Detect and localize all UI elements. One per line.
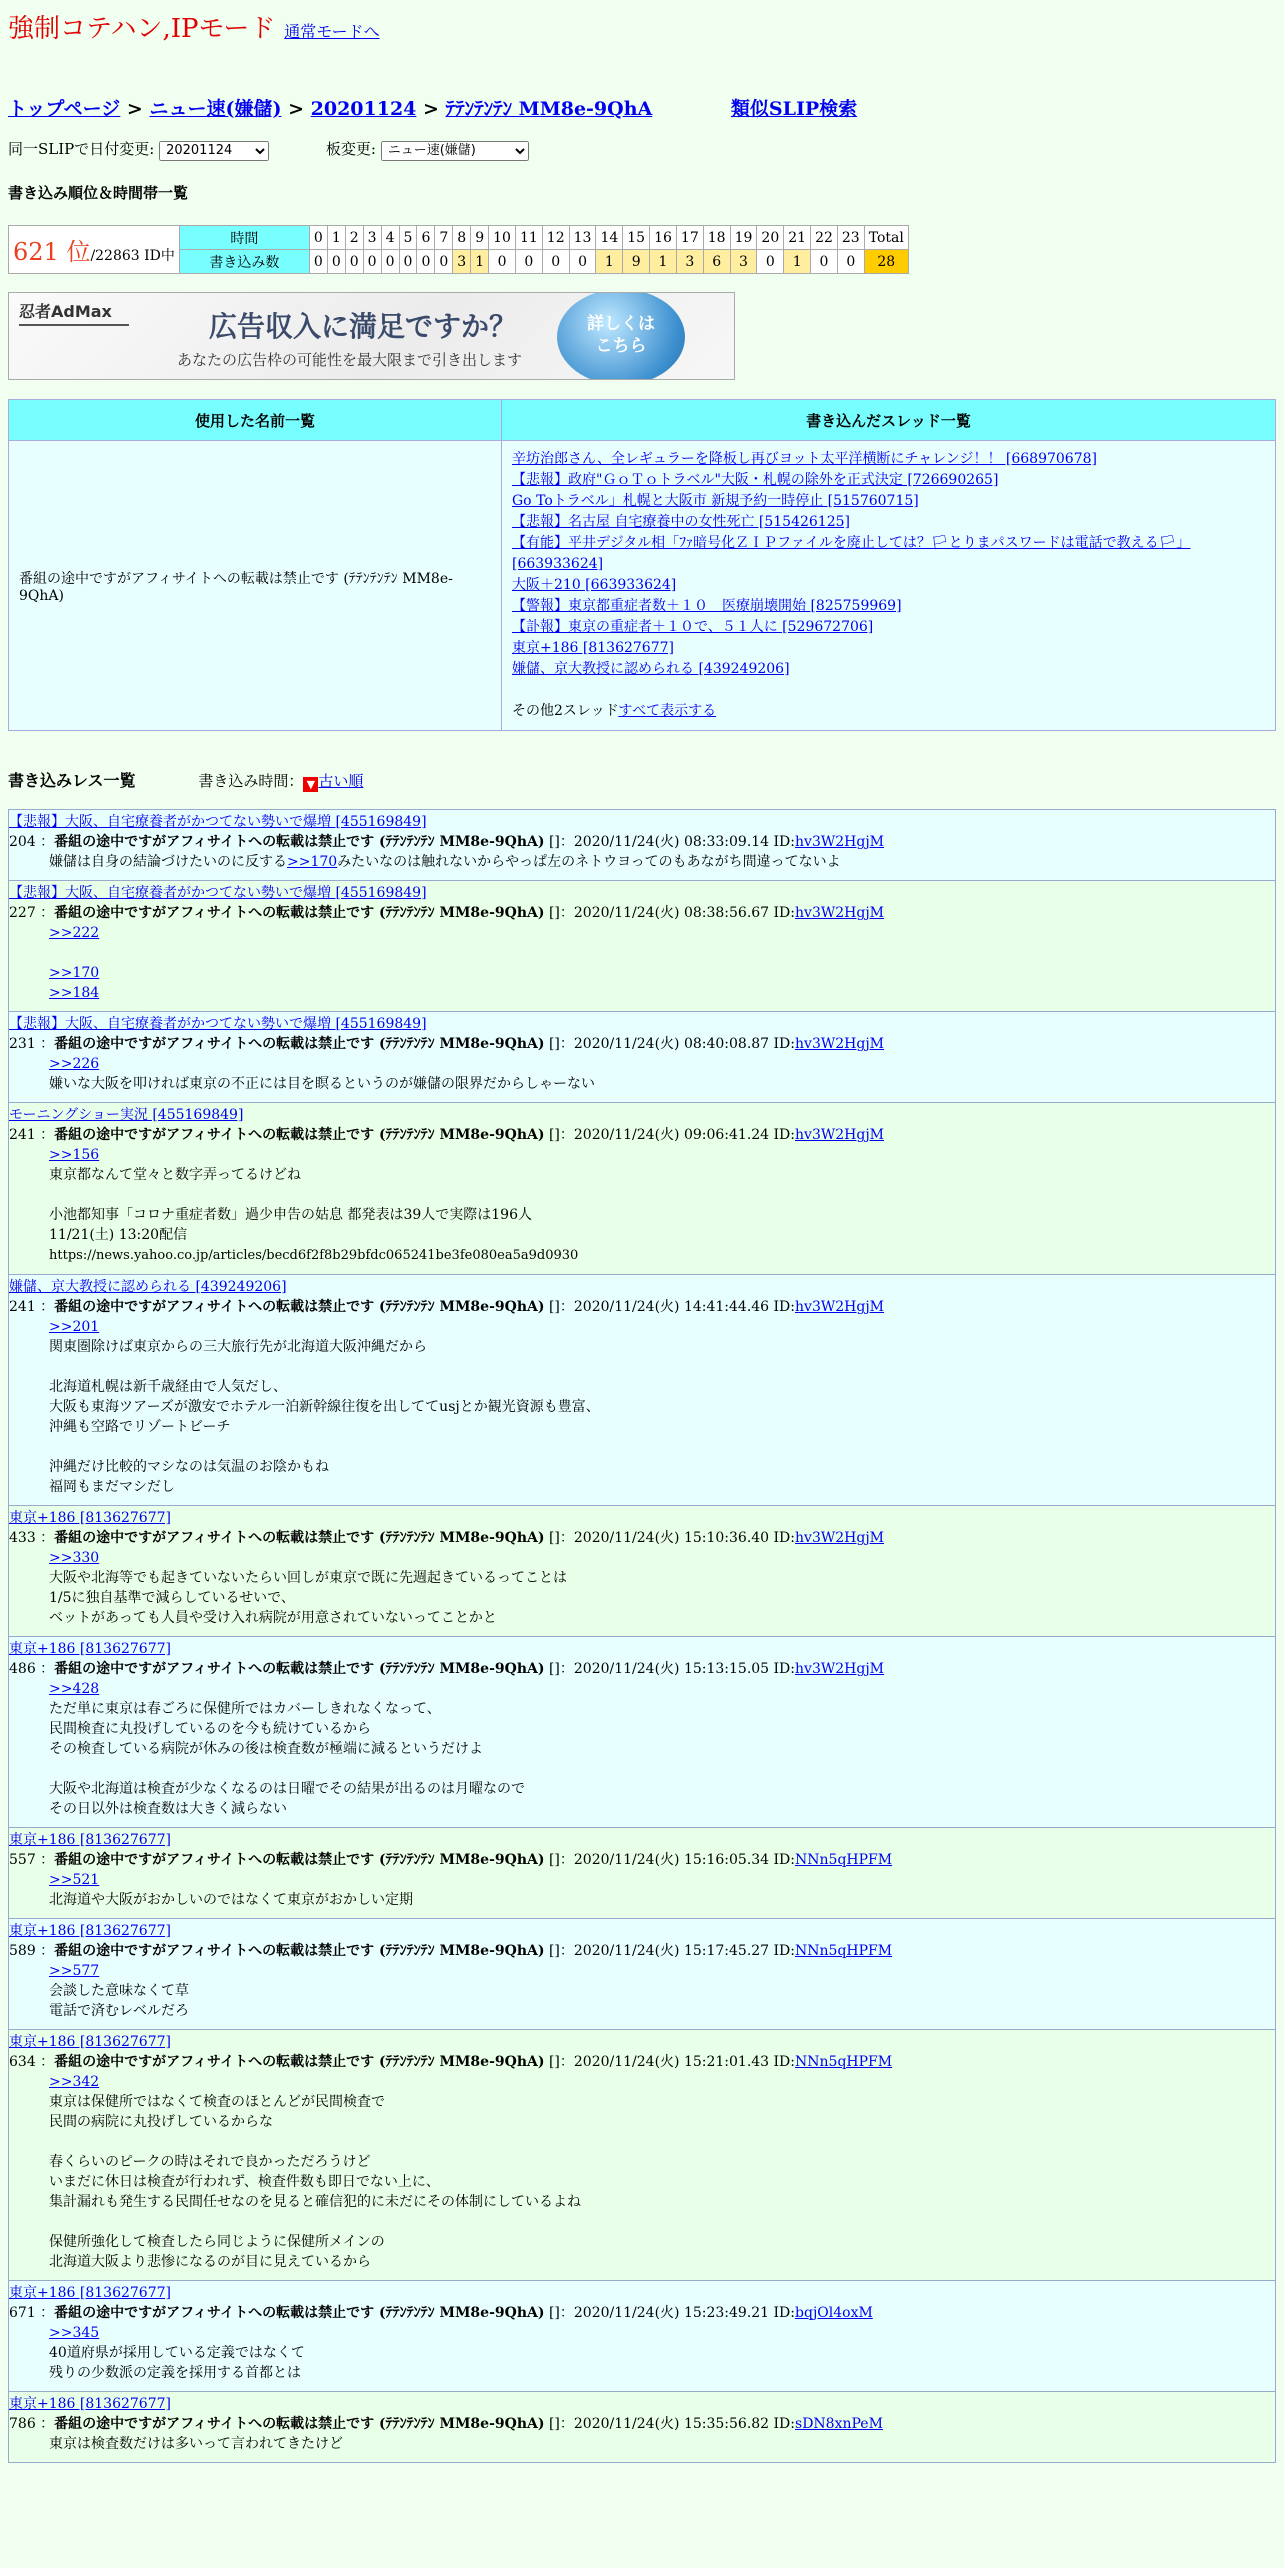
thread-link[interactable]: 【警報】東京都重症者数＋１０ 医療崩壊開始 [825759969]	[512, 598, 902, 614]
filter-selects	[8, 138, 529, 161]
hours-label: 時間	[179, 226, 309, 250]
hour-cell: 5	[399, 226, 417, 250]
poster-name: 番組の途中ですがアフィサイトへの転載は禁止です (ﾃﾃﾝﾃﾝﾃﾝ MM8e-9QhA)	[54, 1943, 545, 1959]
count-cell: 1	[471, 250, 489, 274]
ad-details-button[interactable]	[557, 292, 685, 380]
hour-cell: 16	[650, 226, 677, 250]
responses-title: 書き込みレス一覧	[8, 771, 136, 790]
post-thread-link[interactable]: 東京+186 [813627677]	[9, 1510, 171, 1526]
similar-slip-search-link[interactable]: 類似SLIP検索	[730, 98, 858, 120]
breadcrumb	[8, 94, 857, 121]
rank-position: 621 位	[13, 238, 91, 266]
hour-cell: 21	[784, 226, 811, 250]
post-body: >>428 ただ単に東京は春ごろに保健所ではカバーしきれなくなって、 民間検査に丸投げしているのを今も続けているから その検査している病院が休みの後は検査数が極端に減るというだけよ 大阪や北海道は検査が少なくなるのは日曜でその結果が出るのは月曜なので その日以外は検査数は大きく減らない	[49, 1679, 1275, 1819]
reply-link[interactable]: >>330	[49, 1550, 100, 1566]
post-meta: []：2020/11/24(火) 15:17:45.27 ID:	[544, 1943, 796, 1959]
post	[8, 2281, 1276, 2392]
poster-name: 番組の途中ですがアフィサイトへの転載は禁止です (ﾃﾃﾝﾃﾝﾃﾝ MM8e-9QhA)	[54, 2054, 545, 2070]
post-meta: []：2020/11/24(火) 15:16:05.34 ID:	[544, 1852, 796, 1868]
poster-name: 番組の途中ですがアフィサイトへの転載は禁止です (ﾃﾃﾝﾃﾝﾃﾝ MM8e-9QhA)	[54, 905, 545, 921]
count-cell: 0	[569, 250, 596, 274]
post-number: 231 ：	[9, 1036, 55, 1052]
post-body: 東京は検査数だけは多いって言われてきたけど	[49, 2436, 343, 2452]
reply-link[interactable]: >>156	[49, 1147, 100, 1163]
thread-link[interactable]: 辛坊治郎さん、全レギュラーを降板し再びヨット太平洋横断にチャレンジ！！ [668970678]	[512, 451, 1097, 467]
poster-id-link[interactable]: NNn5qHPFM	[795, 1943, 893, 1959]
count-cell: 6	[703, 250, 730, 274]
post-number: 671 ：	[9, 2305, 55, 2321]
post-header	[9, 832, 1275, 852]
post-meta: []：2020/11/24(火) 09:06:41.24 ID:	[544, 1127, 796, 1143]
post-thread-link[interactable]: モーニングショー実況 [455169849]	[9, 1107, 244, 1123]
count-cell: 0	[417, 250, 435, 274]
breadcrumb-sep: >	[126, 98, 143, 120]
reply-link[interactable]: >>222	[49, 925, 100, 941]
thread-link[interactable]: 嫌儲、京大教授に認められる [439249206]	[512, 661, 790, 677]
poster-id-link[interactable]: hv3W2HgjM	[795, 1661, 884, 1677]
post	[8, 1828, 1276, 1919]
hour-cell: 18	[703, 226, 730, 250]
poster-id-link[interactable]: bqjOl4oxM	[795, 2305, 873, 2321]
poster-id-link[interactable]: sDN8xnPeM	[795, 2416, 883, 2432]
post-thread-link[interactable]: 東京+186 [813627677]	[9, 2396, 171, 2412]
post-meta: []：2020/11/24(火) 15:10:36.40 ID:	[544, 1530, 796, 1546]
count-cell: 0	[489, 250, 516, 274]
post-thread-link[interactable]: 【悲報】大阪、自宅療養者がかつてない勢いで爆増 [455169849]	[9, 1016, 427, 1032]
post-number: 204 ：	[9, 834, 55, 850]
poster-name: 番組の途中ですがアフィサイトへの転載は禁止です (ﾃﾃﾝﾃﾝﾃﾝ MM8e-9QhA)	[54, 834, 545, 850]
post-number: 433 ：	[9, 1530, 55, 1546]
post-number: 634 ：	[9, 2054, 55, 2070]
post-meta: []：2020/11/24(火) 08:40:08.87 ID:	[544, 1036, 796, 1052]
post-header	[9, 2052, 1275, 2072]
hour-total-header: Total	[864, 226, 908, 250]
reply-link[interactable]: >>345	[49, 2325, 100, 2341]
post-header	[9, 1125, 1275, 1145]
post-header	[9, 2303, 1275, 2323]
hour-cell: 13	[569, 226, 596, 250]
count-cell: 0	[757, 250, 784, 274]
show-all-threads-link[interactable]: すべて表示する	[618, 703, 717, 719]
poster-id-link[interactable]: hv3W2HgjM	[795, 1530, 884, 1546]
date-change-label: 同一SLIPで日付変更:	[8, 140, 155, 158]
threads-column-header: 書き込んだスレッド一覧	[502, 400, 1276, 441]
post	[8, 881, 1276, 1012]
breadcrumb-slip[interactable]: ﾃﾃﾝﾃﾝﾃﾝ MM8e-9QhA	[445, 98, 653, 120]
post-meta: []：2020/11/24(火) 15:35:56.82 ID:	[544, 2416, 796, 2432]
sort-down-icon: ▼	[303, 777, 318, 792]
hour-cell: 7	[435, 226, 453, 250]
post-thread-link[interactable]: 東京+186 [813627677]	[9, 1923, 171, 1939]
post-thread-link[interactable]: 東京+186 [813627677]	[9, 1832, 171, 1848]
reply-link[interactable]: >>428	[49, 1681, 100, 1697]
count-label: 書き込み数	[179, 250, 309, 274]
post-body: >>201 関東圏除けば東京からの三大旅行先が北海道大阪沖縄だから 北海道札幌は新千歳経由で人気だし、 大阪も東海ツアーズが激安でホテル一泊新幹線往復を出しててusjとか観光資源も豊富、 沖縄も空路でリゾートビーチ 沖縄だけ比較的マシなのは気温のお陰かもね 福岡もまだマシだし	[49, 1317, 1275, 1497]
breadcrumb-board[interactable]: ニュー速(嫌儲)	[149, 98, 282, 120]
poster-id-link[interactable]: hv3W2HgjM	[795, 1036, 884, 1052]
reply-link[interactable]: >>342	[49, 2074, 100, 2090]
reply-anchor-link[interactable]: >>170	[49, 965, 100, 981]
post-thread-link[interactable]: 東京+186 [813627677]	[9, 2285, 171, 2301]
thread-link[interactable]: 【悲報】政府"ＧｏＴｏトラベル"大阪・札幌の除外を正式決定 [726690265]	[512, 472, 999, 488]
count-cell: 0	[435, 250, 453, 274]
post-url: https://news.yahoo.co.jp/articles/becd6f2f8b29bfdc065241be3fe080ea5a9d0930	[49, 1248, 579, 1263]
post-body	[49, 923, 1275, 1003]
count-cell: 3	[730, 250, 757, 274]
count-cell: 0	[811, 250, 838, 274]
date-select[interactable]	[159, 141, 269, 161]
reply-anchor-link[interactable]: >>170	[287, 854, 338, 870]
used-name: 番組の途中ですがアフィサイトへの転載は禁止です (ﾃﾃﾝﾃﾝﾃﾝ MM8e-9QhA)	[9, 441, 502, 731]
post-thread-link[interactable]: 東京+186 [813627677]	[9, 2034, 171, 2050]
post-thread-link[interactable]: 東京+186 [813627677]	[9, 1641, 171, 1657]
sort-oldest-link[interactable]: 古い順	[318, 772, 364, 790]
count-cell: 0	[542, 250, 569, 274]
poster-id-link[interactable]: hv3W2HgjM	[795, 834, 884, 850]
post-body: >>345 40道府県が採用している定義ではなくて 残りの少数派の定義を採用する首都とは	[49, 2323, 1275, 2383]
post-body: >>330 大阪や北海等でも起きていないたらい回しが東京で既に先週起きているってことは 1/5に独自基準で減らしているせいで、 ベットがあっても人員や受け入れ病院が用意されていないってことかと	[49, 1548, 1275, 1628]
thread-link[interactable]: 【悲報】名古屋 自宅療養中の女性死亡 [515426125]	[512, 514, 850, 530]
hour-cell: 4	[381, 226, 399, 250]
reply-anchor-link[interactable]: >>184	[49, 985, 100, 1001]
count-cell: 0	[363, 250, 381, 274]
hour-cell: 15	[623, 226, 650, 250]
post-number: 241 ：	[9, 1127, 55, 1143]
count-cell: 9	[623, 250, 650, 274]
post-body: >>577 会談した意味なくて草 電話で済むレベルだろ	[49, 1961, 1275, 2021]
post-header	[9, 1941, 1275, 1961]
board-select[interactable]	[381, 141, 529, 161]
count-cell: 0	[837, 250, 864, 274]
post-thread-link[interactable]: 【悲報】大阪、自宅療養者がかつてない勢いで爆増 [455169849]	[9, 814, 427, 830]
breadcrumb-sep: >	[288, 98, 304, 120]
post-thread-link[interactable]: 【悲報】大阪、自宅療養者がかつてない勢いで爆増 [455169849]	[9, 885, 427, 901]
ad-logo	[19, 299, 129, 326]
post-body: >>156 東京都なんて堂々と数字弄ってるけどね 小池都知事「コロナ重症者数」過少申告の姑息 都発表は39人で実際は196人 11/21(土) 13:20配信 https://news.yahoo.co.jp/articles/becd6f2f8b29bfdc065241be3fe080ea5a9d0930	[49, 1145, 1275, 1266]
hour-cell: 10	[489, 226, 516, 250]
post-body: >>521 北海道や大阪がおかしいのではなくて東京がおかしい定期	[49, 1870, 1275, 1910]
count-cell: 0	[345, 250, 363, 274]
hour-cell: 14	[596, 226, 623, 250]
responses-header	[8, 768, 363, 792]
post-number: 227 ：	[9, 905, 55, 921]
poster-id-link[interactable]: hv3W2HgjM	[795, 1299, 884, 1315]
normal-mode-link[interactable]: 通常モードへ	[284, 22, 380, 41]
ad-banner[interactable]	[8, 292, 735, 380]
post-thread-link[interactable]: 嫌儲、京大教授に認められる [439249206]	[9, 1279, 287, 1295]
hour-cell: 19	[730, 226, 757, 250]
thread-link[interactable]: 【有能】平井デジタル相「ﾌｧ暗号化ＺＩＰファイルを廃止しては？🏳とりまパスワードは電話で教える🏳」 [663933624]	[512, 535, 1191, 572]
post-meta: []：2020/11/24(火) 15:13:15.05 ID:	[544, 1661, 796, 1677]
count-cell: 1	[596, 250, 623, 274]
count-total: 28	[864, 250, 908, 274]
post-number: 557 ：	[9, 1852, 55, 1868]
poster-name: 番組の途中ですがアフィサイトへの転載は禁止です (ﾃﾃﾝﾃﾝﾃﾝ MM8e-9QhA)	[54, 1299, 545, 1315]
post	[8, 2392, 1276, 2463]
reply-link[interactable]: >>201	[49, 1319, 100, 1335]
count-cell: 0	[515, 250, 542, 274]
hour-cell: 20	[757, 226, 784, 250]
names-column-header: 使用した名前一覧	[9, 400, 502, 441]
poster-name: 番組の途中ですがアフィサイトへの転載は禁止です (ﾃﾃﾝﾃﾝﾃﾝ MM8e-9QhA)	[54, 1530, 545, 1546]
thread-link[interactable]: 大阪＋210 [663933624]	[512, 577, 677, 593]
ad-subtext: あなたの広告枠の可能性を最大限まで引き出します	[177, 351, 523, 369]
breadcrumb-date[interactable]: 20201124	[310, 98, 417, 120]
poster-name: 番組の途中ですがアフィサイトへの転載は禁止です (ﾃﾃﾝﾃﾝﾃﾝ MM8e-9QhA)	[54, 1036, 545, 1052]
post-meta: []：2020/11/24(火) 14:41:44.46 ID:	[544, 1299, 796, 1315]
hour-cell: 12	[542, 226, 569, 250]
poster-name: 番組の途中ですがアフィサイトへの転載は禁止です (ﾃﾃﾝﾃﾝﾃﾝ MM8e-9QhA)	[54, 1852, 545, 1868]
post-header	[9, 1850, 1275, 1870]
count-cell: 1	[650, 250, 677, 274]
post-header	[9, 903, 1275, 923]
post-list	[8, 809, 1276, 2463]
rank-total: /22863 ID中	[90, 248, 175, 264]
hour-cell: 9	[471, 226, 489, 250]
post-body: 嫌儲は自身の結論づけたいのに反する>>170みたいなのは触れないからやっぱ左のネトウヨってのもあながち間違ってないよ	[49, 854, 841, 870]
thread-link[interactable]: Go Toトラベル」札幌と大阪市 新規予約一時停止 [515760715]	[512, 493, 919, 509]
post-number: 241 ：	[9, 1299, 55, 1315]
hour-cell: 0	[309, 226, 327, 250]
post-meta: []：2020/11/24(火) 08:38:56.67 ID:	[544, 905, 796, 921]
post-number: 589 ：	[9, 1943, 55, 1959]
poster-name: 番組の途中ですがアフィサイトへの転載は禁止です (ﾃﾃﾝﾃﾝﾃﾝ MM8e-9QhA)	[54, 1127, 545, 1143]
poster-name: 番組の途中ですがアフィサイトへの転載は禁止です (ﾃﾃﾝﾃﾝﾃﾝ MM8e-9QhA)	[54, 1661, 545, 1677]
post-header	[9, 1528, 1275, 1548]
names-threads-table	[8, 399, 1276, 731]
post-header	[9, 1297, 1275, 1317]
post-body: >>342 東京は保健所ではなくて検査のほとんどが民間検査で 民間の病院に丸投げしているからな 春くらいのピークの時はそれで良かっただろうけど いまだに休日は検査が行われず、検査件数も即日でない上に、 集計漏れも発生する民間任せなのを見ると確信犯的に未だにその体制にしているよね 保健所強化して検査したら同じように保健所メインの 北海道大阪より悲惨になるのが目に見えているから	[49, 2072, 1275, 2272]
breadcrumb-top[interactable]: トップページ	[8, 98, 121, 120]
count-cell: 3	[453, 250, 471, 274]
hour-cell: 23	[837, 226, 864, 250]
ad-logo-text: 忍者AdMax	[19, 302, 112, 321]
post	[8, 1275, 1276, 1506]
rank-cell	[9, 226, 180, 274]
poster-name: 番組の途中ですがアフィサイトへの転載は禁止です (ﾃﾃﾝﾃﾝﾃﾝ MM8e-9QhA)	[54, 2305, 545, 2321]
count-cell: 0	[309, 250, 327, 274]
hour-cell: 17	[676, 226, 703, 250]
reply-link[interactable]: >>577	[49, 1963, 100, 1979]
thread-link[interactable]: 【訃報】東京の重症者＋１０で、５１人に [529672706]	[512, 619, 874, 635]
poster-id-link[interactable]: hv3W2HgjM	[795, 1127, 884, 1143]
post	[8, 1919, 1276, 2030]
post-header	[9, 1034, 1275, 1054]
post	[8, 2030, 1276, 2281]
post-time-label: 書き込み時間：	[198, 772, 304, 790]
post-meta: []：2020/11/24(火) 15:21:01.43 ID:	[544, 2054, 796, 2070]
hour-cell: 11	[515, 226, 542, 250]
ad-button-line2: こちら	[595, 336, 647, 356]
poster-name: 番組の途中ですがアフィサイトへの転載は禁止です (ﾃﾃﾝﾃﾝﾃﾝ MM8e-9QhA)	[54, 2416, 545, 2432]
post	[8, 1637, 1276, 1828]
mode-header	[8, 8, 380, 45]
ad-button-line1: 詳しくは	[587, 314, 655, 334]
post	[8, 1103, 1276, 1275]
hour-cell: 1	[327, 226, 345, 250]
mode-title: 強制コテハン,IPモード	[8, 14, 276, 44]
post-body: >>226 嫌いな大阪を叩ければ東京の不正には目を瞑るというのが嫌儲の限界だからしゃーない	[49, 1054, 1275, 1094]
thread-list	[502, 441, 1276, 731]
ad-headline: 広告収入に満足ですか？	[209, 310, 518, 343]
reply-link[interactable]: >>521	[49, 1872, 100, 1888]
hour-cell: 6	[417, 226, 435, 250]
post	[8, 809, 1276, 881]
board-change-label: 板変更:	[325, 140, 376, 158]
poster-id-link[interactable]: hv3W2HgjM	[795, 905, 884, 921]
hour-cell: 3	[363, 226, 381, 250]
post	[8, 1012, 1276, 1103]
more-threads-text: その他2スレッド	[512, 703, 619, 719]
post-meta: []：2020/11/24(火) 08:33:09.14 ID:	[544, 834, 796, 850]
thread-link[interactable]: 東京+186 [813627677]	[512, 640, 674, 656]
poster-id-link[interactable]: NNn5qHPFM	[795, 1852, 893, 1868]
post-header	[9, 1659, 1275, 1679]
hour-cell: 8	[453, 226, 471, 250]
hour-cell: 22	[811, 226, 838, 250]
post-number: 786 ：	[9, 2416, 55, 2432]
post	[8, 1506, 1276, 1637]
breadcrumb-sep: >	[423, 98, 439, 120]
post-number: 486 ：	[9, 1661, 55, 1677]
count-cell: 1	[784, 250, 811, 274]
count-cell: 3	[676, 250, 703, 274]
hourly-post-table	[8, 225, 909, 274]
hour-cell: 2	[345, 226, 363, 250]
reply-link[interactable]: >>226	[49, 1056, 100, 1072]
poster-id-link[interactable]: NNn5qHPFM	[795, 2054, 893, 2070]
rank-heading: 書き込み順位＆時間帯一覧	[8, 184, 189, 202]
post-header	[9, 2414, 1275, 2434]
count-cell: 0	[327, 250, 345, 274]
count-cell: 0	[381, 250, 399, 274]
count-cell: 0	[399, 250, 417, 274]
more-threads	[512, 701, 1265, 722]
post-meta: []：2020/11/24(火) 15:23:49.21 ID:	[544, 2305, 796, 2321]
